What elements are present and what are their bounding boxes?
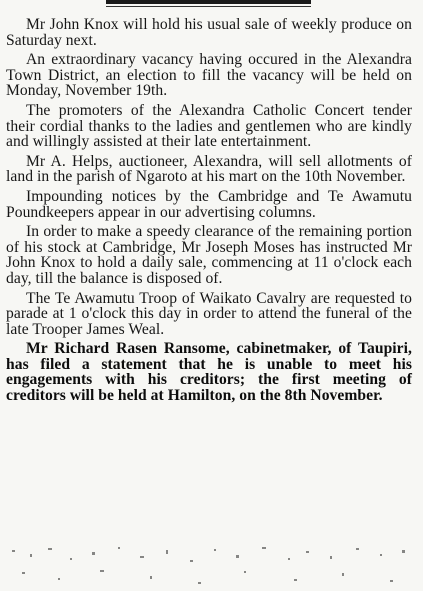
paragraph-alexandra-vacancy: An extraordinary vacancy having occured in the Alexandra Town District, an election to fill the vacancy will be held on Monday, November 19th. — [6, 51, 412, 100]
top-rule-thin — [106, 6, 311, 7]
paragraph-cavalry-parade: The Te Awamutu Troop of Waikato Cavalry are requested to parade at 1 o'clock this day in order to attend the funeral of the late Trooper James Weal. — [6, 289, 412, 338]
paragraph-moses-clearance: In order to make a speedy clearance of the remaining portion of his stock at Cambridge, Mr Joseph Moses has instructed Mr John Knox to hold a daily sale, commencing at 11 o'clock each day, till the balance is disposed of. — [6, 223, 412, 287]
paragraph-impounding-notices: Impounding notices by the Cambridge and Te Awamutu Poundkeepers appear in our advertising columns. — [6, 187, 412, 221]
paragraph-catholic-concert: The promoters of the Alexandra Catholic Concert tender their cordial thanks to the ladies and gentlemen who are kindly and willingly assisted at their late entertainment. — [6, 101, 412, 151]
paragraph-ransome-creditors: Mr Richard Rasen Ransome, cabinetmaker, of Taupiri, has filed a statement that he is unable to meet his engagements with his creditors; the first meeting of creditors will be held at Hamilton, on the 8th November. — [6, 340, 412, 405]
paragraph-john-knox-sale: Mr John Knox will hold his usual sale of weekly produce on Saturday next. — [6, 16, 412, 49]
top-rule — [106, 0, 311, 4]
print-bleed-noise — [0, 544, 423, 591]
paragraph-helps-auction: Mr A. Helps, auctioneer, Alexandra, will sell allotments of land in the parish of Ngaroto at his mart on the 10th November. — [6, 152, 412, 186]
news-column — [6, 17, 412, 408]
